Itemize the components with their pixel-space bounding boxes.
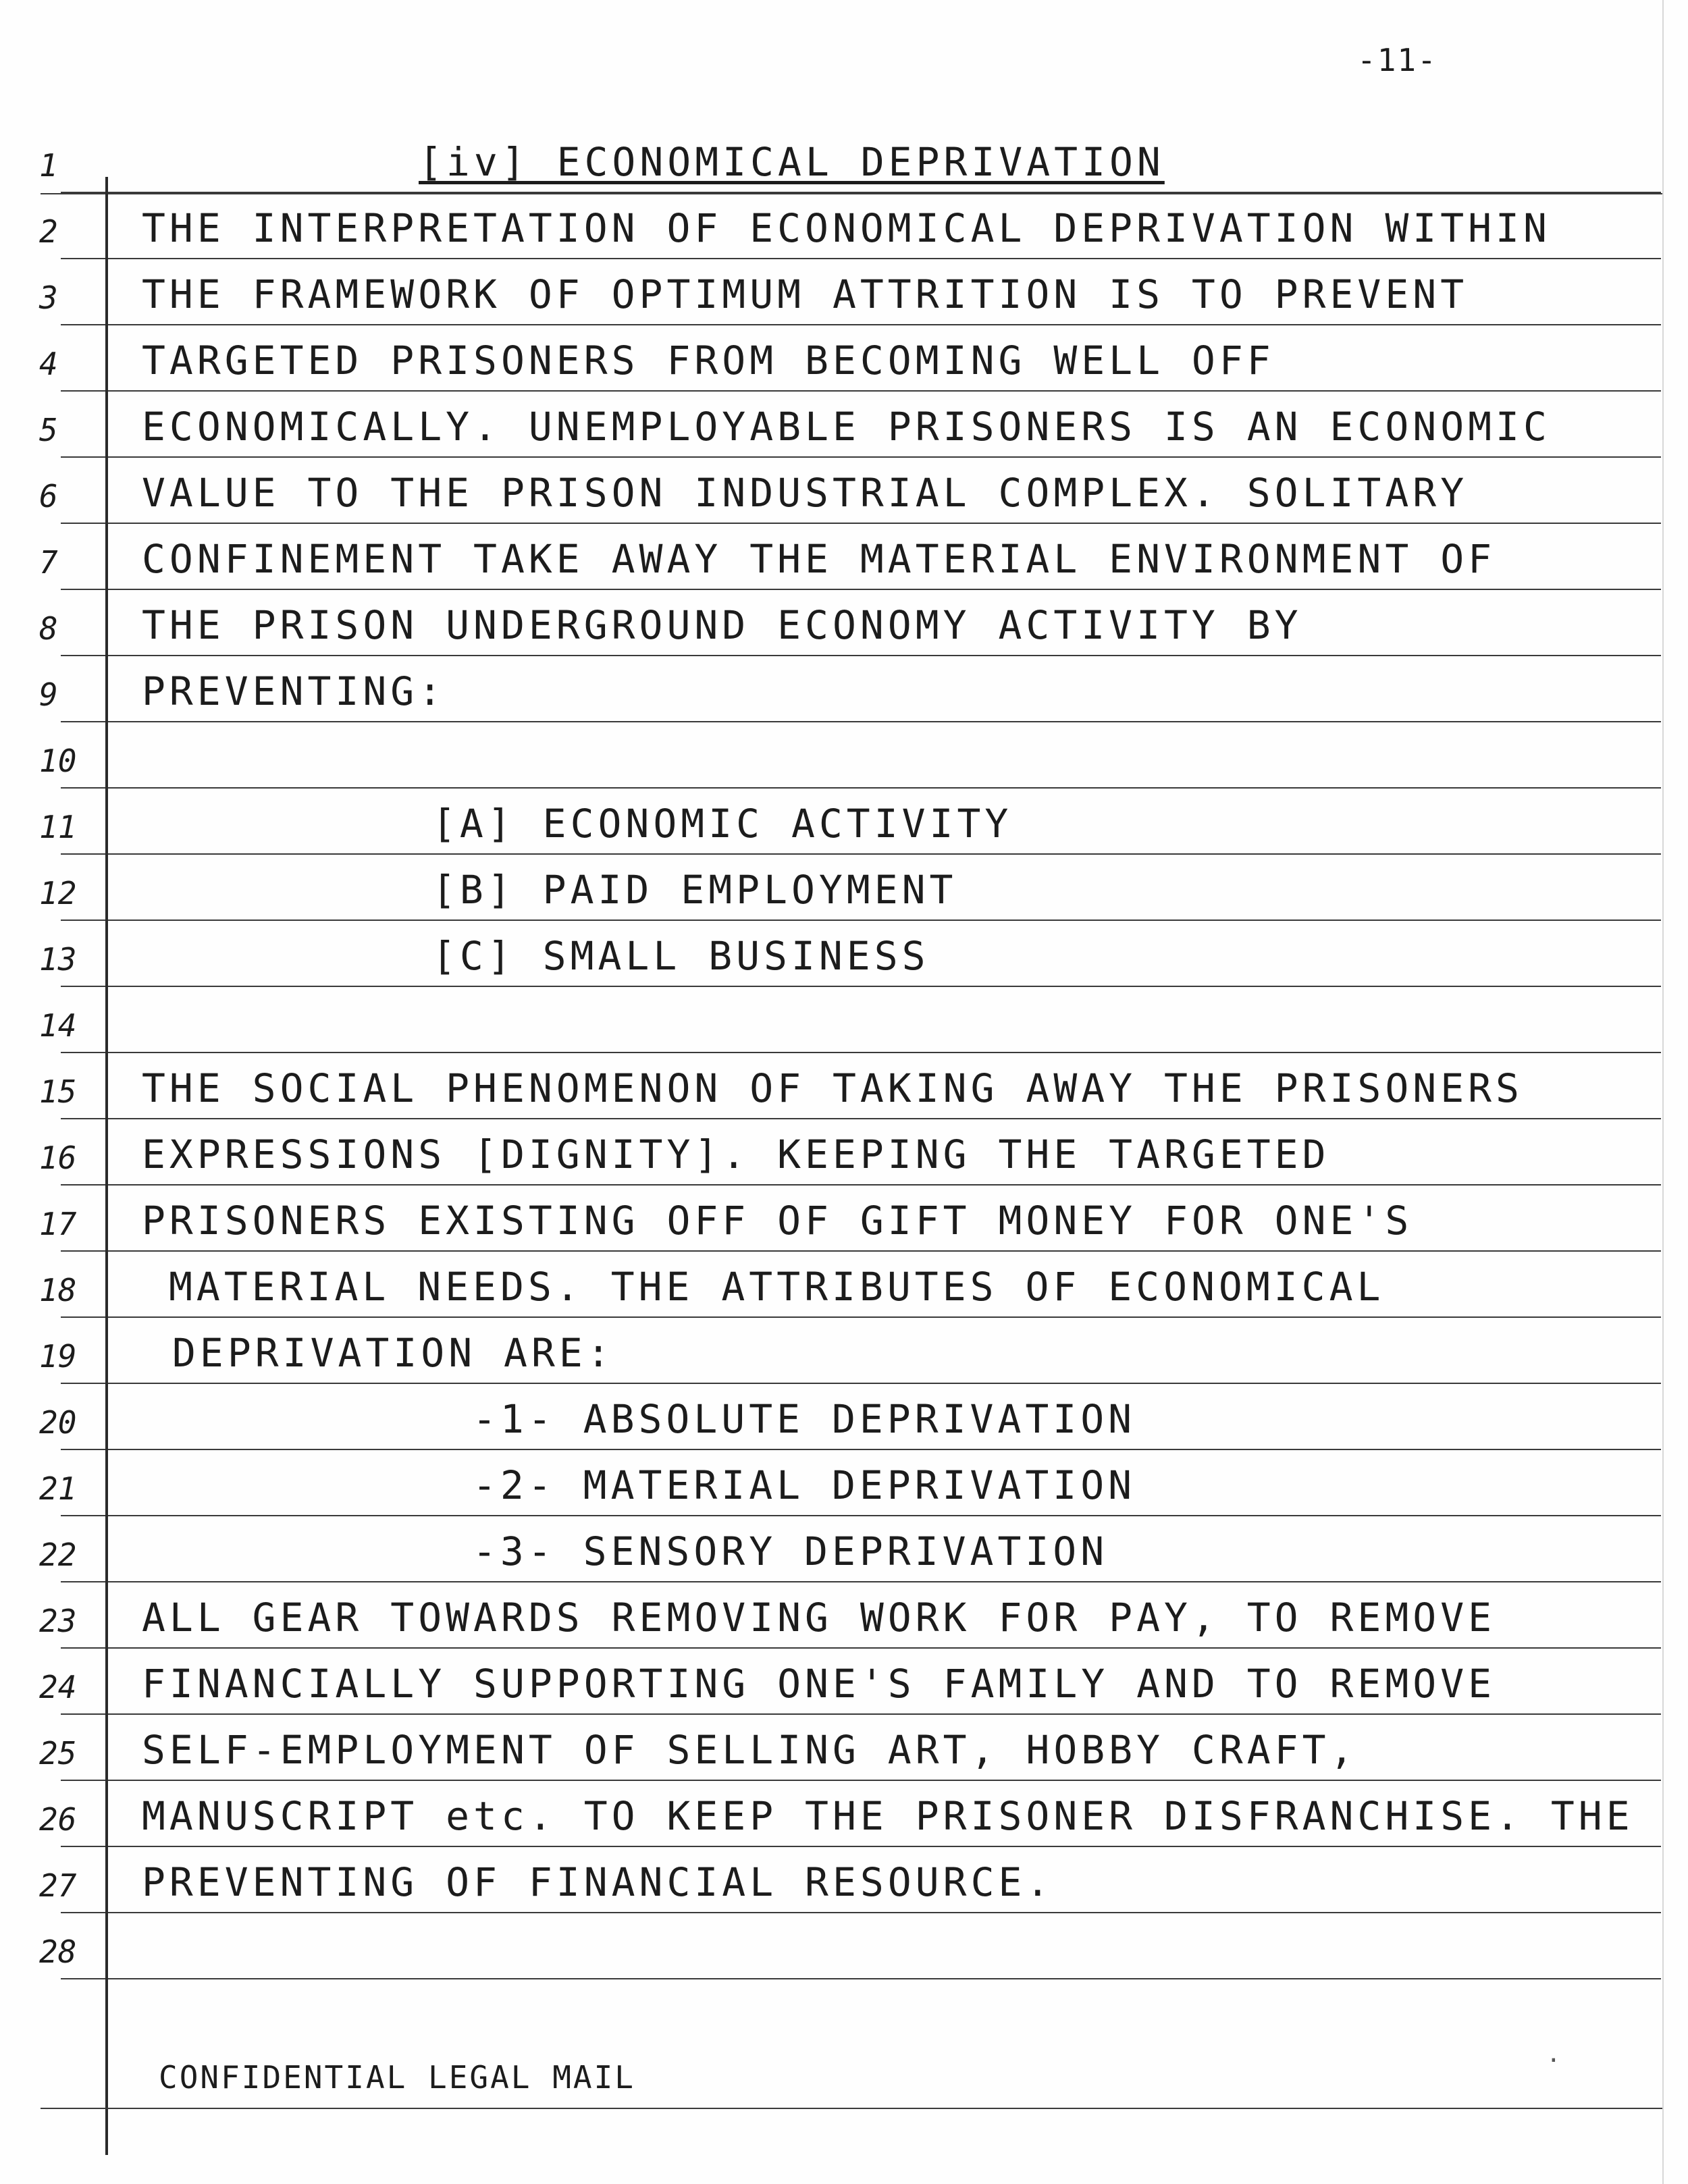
ruled-line bbox=[61, 1713, 1661, 1715]
numbered-line bbox=[0, 1319, 1661, 1384]
ruled-line bbox=[61, 1846, 1661, 1847]
numbered-line bbox=[0, 1187, 1661, 1252]
stray-mark: · bbox=[1546, 2047, 1561, 2075]
ruled-line bbox=[61, 1780, 1661, 1781]
numbered-line bbox=[0, 393, 1661, 458]
line-text: SELF-EMPLOYMENT OF SELLING ART, HOBBY CRAFT, bbox=[142, 1727, 1358, 1773]
line-text: [C] SMALL BUSINESS bbox=[432, 933, 930, 979]
ruled-line bbox=[61, 456, 1661, 458]
line-text: THE FRAMEWORK OF OPTIMUM ATTRITION IS TO PREVENT bbox=[142, 271, 1469, 317]
numbered-line bbox=[0, 525, 1661, 590]
numbered-line bbox=[0, 1782, 1661, 1847]
line-text: MANUSCRIPT etc. TO KEEP THE PRISONER DISFRANCHISE. THE bbox=[142, 1793, 1634, 1839]
line-number: 26 bbox=[39, 1801, 77, 1838]
numbered-line bbox=[0, 988, 1661, 1053]
numbered-line bbox=[0, 1253, 1661, 1318]
ruled-line bbox=[61, 523, 1661, 524]
line-number: 27 bbox=[39, 1867, 77, 1904]
line-number: 7 bbox=[39, 544, 58, 581]
line-text: CONFINEMENT TAKE AWAY THE MATERIAL ENVIRONMENT OF bbox=[142, 536, 1496, 582]
ruled-line bbox=[61, 1250, 1661, 1252]
ruled-line bbox=[61, 1581, 1661, 1582]
line-number: 10 bbox=[39, 743, 77, 779]
line-number: 14 bbox=[39, 1007, 77, 1044]
numbered-line bbox=[0, 658, 1661, 722]
numbered-line bbox=[0, 459, 1661, 524]
line-text: [A] ECONOMIC ACTIVITY bbox=[432, 801, 1013, 847]
numbered-line bbox=[0, 724, 1661, 789]
ruled-line bbox=[61, 1383, 1661, 1384]
ruled-line bbox=[61, 1449, 1661, 1450]
line-text: ECONOMICALLY. UNEMPLOYABLE PRISONERS IS AN ECONOMIC bbox=[142, 404, 1551, 450]
line-number: 6 bbox=[39, 478, 58, 514]
line-text: PREVENTING: bbox=[142, 668, 446, 714]
ruled-line bbox=[61, 1184, 1661, 1186]
line-number: 18 bbox=[39, 1272, 77, 1308]
ruled-line bbox=[61, 787, 1661, 789]
line-text: -3- SENSORY DEPRIVATION bbox=[473, 1528, 1109, 1574]
line-number: 16 bbox=[39, 1140, 77, 1176]
line-number: 8 bbox=[39, 610, 58, 647]
numbered-line bbox=[0, 922, 1661, 987]
line-number: 17 bbox=[39, 1206, 77, 1242]
line-number: 19 bbox=[39, 1338, 77, 1375]
page-number: -11- bbox=[1357, 42, 1438, 78]
line-number: 13 bbox=[39, 941, 77, 978]
line-number: 4 bbox=[39, 346, 58, 382]
ruled-line bbox=[61, 721, 1661, 722]
numbered-line bbox=[0, 1055, 1661, 1119]
line-text: -1- ABSOLUTE DEPRIVATION bbox=[473, 1396, 1136, 1442]
numbered-line bbox=[0, 1716, 1661, 1781]
ruled-line bbox=[61, 390, 1661, 392]
line-number: 1 bbox=[39, 147, 58, 184]
line-text: -2- MATERIAL DEPRIVATION bbox=[473, 1462, 1136, 1508]
line-text: PREVENTING OF FINANCIAL RESOURCE. bbox=[142, 1859, 1054, 1905]
numbered-line bbox=[0, 1650, 1661, 1715]
line-number: 2 bbox=[39, 213, 58, 250]
line-text: DEPRIVATION ARE: bbox=[172, 1330, 614, 1376]
numbered-line bbox=[0, 1451, 1661, 1516]
numbered-line bbox=[0, 194, 1661, 259]
numbered-line bbox=[0, 327, 1661, 392]
numbered-line bbox=[0, 128, 1661, 193]
numbered-line bbox=[0, 1584, 1661, 1649]
ruled-line bbox=[61, 1912, 1661, 1913]
ruled-line bbox=[61, 1978, 1661, 1979]
numbered-line bbox=[0, 261, 1661, 325]
ruled-line bbox=[61, 1118, 1661, 1119]
numbered-line bbox=[0, 1518, 1661, 1582]
line-number: 24 bbox=[39, 1669, 77, 1705]
line-number: 21 bbox=[39, 1470, 77, 1507]
numbered-line bbox=[0, 1385, 1661, 1450]
footer-confidential-label: CONFIDENTIAL LEGAL MAIL bbox=[159, 2059, 635, 2096]
line-number: 5 bbox=[39, 412, 58, 448]
line-text: VALUE TO THE PRISON INDUSTRIAL COMPLEX. SOLITARY bbox=[142, 470, 1469, 516]
line-text: [B] PAID EMPLOYMENT bbox=[432, 867, 957, 913]
ruled-line bbox=[61, 258, 1661, 259]
right-margin-line bbox=[1662, 0, 1664, 2184]
ruled-line bbox=[61, 986, 1661, 987]
line-text: EXPRESSIONS [DIGNITY]. KEEPING THE TARGETED bbox=[142, 1131, 1330, 1177]
ruled-line bbox=[61, 589, 1661, 590]
numbered-line bbox=[0, 856, 1661, 921]
numbered-line bbox=[0, 1848, 1661, 1913]
line-text: THE PRISON UNDERGROUND ECONOMY ACTIVITY BY bbox=[142, 602, 1302, 648]
ruled-line bbox=[61, 1515, 1661, 1516]
ruled-line bbox=[61, 192, 1661, 193]
numbered-line bbox=[0, 1915, 1661, 1979]
line-number: 3 bbox=[39, 279, 58, 316]
ruled-line bbox=[61, 324, 1661, 325]
numbered-line bbox=[0, 591, 1661, 656]
line-number: 25 bbox=[39, 1735, 77, 1772]
ruled-line bbox=[61, 853, 1661, 855]
line-number: 22 bbox=[39, 1537, 77, 1573]
ruled-line bbox=[61, 1052, 1661, 1053]
line-number: 11 bbox=[39, 809, 77, 845]
line-number: 9 bbox=[39, 676, 58, 713]
left-margin-line bbox=[105, 177, 108, 2155]
line-text: MATERIAL NEEDS. THE ATTRIBUTES OF ECONOMICAL bbox=[169, 1264, 1385, 1310]
line-text: THE SOCIAL PHENOMENON OF TAKING AWAY THE PRISONERS bbox=[142, 1065, 1523, 1111]
line-text: PRISONERS EXISTING OFF OF GIFT MONEY FOR ONE'S bbox=[142, 1198, 1413, 1244]
line-text: TARGETED PRISONERS FROM BECOMING WELL OFF bbox=[142, 338, 1275, 383]
numbered-line bbox=[0, 1121, 1661, 1186]
line-text: ALL GEAR TOWARDS REMOVING WORK FOR PAY, TO REMOVE bbox=[142, 1595, 1496, 1641]
line-number: 28 bbox=[39, 1934, 77, 1970]
footer-rule bbox=[41, 2108, 1662, 2109]
line-number: 23 bbox=[39, 1603, 77, 1639]
line-number: 12 bbox=[39, 875, 77, 911]
line-text: FINANCIALLY SUPPORTING ONE'S FAMILY AND TO REMOVE bbox=[142, 1661, 1496, 1707]
line-number: 15 bbox=[39, 1073, 77, 1110]
ruled-line bbox=[61, 920, 1661, 921]
section-heading: [iv] ECONOMICAL DEPRIVATION bbox=[419, 139, 1165, 185]
line-number: 20 bbox=[39, 1404, 77, 1441]
line-text: THE INTERPRETATION OF ECONOMICAL DEPRIVATION WITHIN bbox=[142, 205, 1551, 251]
ruled-line bbox=[61, 1316, 1661, 1318]
numbered-line bbox=[0, 790, 1661, 855]
ruled-line bbox=[61, 655, 1661, 656]
ruled-line bbox=[61, 1647, 1661, 1649]
